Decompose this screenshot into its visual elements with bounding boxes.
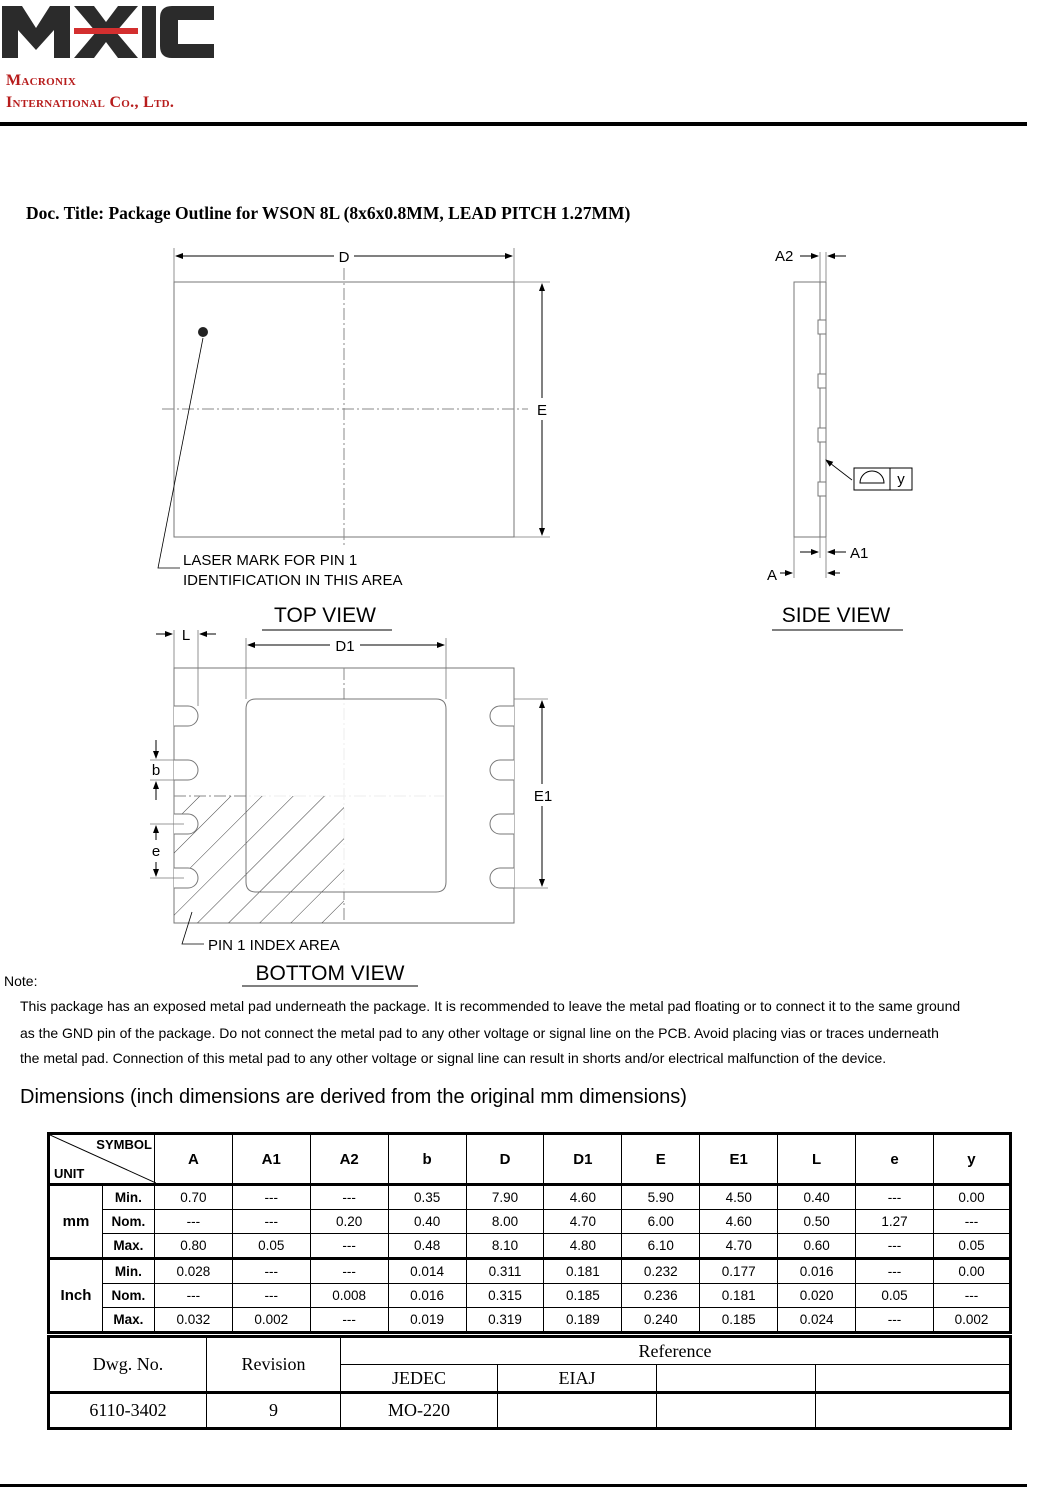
dimensions-body: [49, 1185, 1011, 1333]
bottom-view-dim-e1: E1: [533, 788, 553, 805]
row-label: Min.: [102, 1185, 154, 1210]
dimension-value-cell: 8.10: [466, 1234, 544, 1259]
company-name: [6, 70, 174, 114]
bottom-view-dim-d1: D1: [335, 638, 355, 655]
dwg-no-label: Dwg. No.: [49, 1337, 207, 1393]
table-row: [49, 1210, 1011, 1234]
unit-cell: mm: [49, 1185, 103, 1259]
dimension-value-cell: 0.40: [388, 1210, 466, 1234]
dimension-value-cell: ---: [856, 1185, 934, 1210]
dimension-value-cell: 0.019: [388, 1308, 466, 1333]
side-view-dim-a1: A1: [850, 545, 869, 562]
dimension-value-cell: 4.60: [700, 1210, 778, 1234]
dimension-value-cell: 0.008: [310, 1284, 388, 1308]
laser-mark-label-2: IDENTIFICATION IN THIS AREA: [183, 572, 403, 589]
column-header: e: [856, 1134, 934, 1185]
table-corner-cell: [49, 1134, 155, 1185]
dimension-value-cell: 6.10: [622, 1234, 700, 1259]
dimension-value-cell: 7.90: [466, 1185, 544, 1210]
revision-label: Revision: [207, 1337, 341, 1393]
row-label: Nom.: [102, 1284, 154, 1308]
dimension-value-cell: ---: [856, 1234, 934, 1259]
company-name-line2: International Co., Ltd.: [6, 94, 175, 111]
column-header: A2: [310, 1134, 388, 1185]
jedec-value: MO-220: [341, 1393, 498, 1429]
dimension-value-cell: ---: [232, 1210, 310, 1234]
column-header: A: [154, 1134, 232, 1185]
top-view-dim-d: D: [338, 249, 350, 266]
dimension-value-cell: 0.319: [466, 1308, 544, 1333]
dimension-value-cell: 4.70: [700, 1234, 778, 1259]
note-line-3: the metal pad. Connection of this metal pad to any other voltage or signal line can result in shorts and/or electrical malfunction of the device.: [20, 1050, 887, 1066]
bottom-view-dim-b: b: [151, 762, 161, 779]
table-row: [49, 1308, 1011, 1333]
dimension-value-cell: 4.50: [700, 1185, 778, 1210]
corner-symbol-label: SYMBOL: [96, 1137, 152, 1152]
table-row: [49, 1234, 1011, 1259]
reference-empty-cell: [657, 1365, 816, 1393]
dimensions-header-row: [49, 1134, 1011, 1185]
dimension-value-cell: 0.00: [933, 1259, 1010, 1284]
dimension-value-cell: 8.00: [466, 1210, 544, 1234]
note-label: Note:: [4, 973, 38, 989]
dimension-value-cell: 0.185: [700, 1308, 778, 1333]
column-header: L: [778, 1134, 856, 1185]
reference-empty-cell: [657, 1393, 816, 1429]
dimension-value-cell: 1.27: [856, 1210, 934, 1234]
dimension-value-cell: 0.05: [856, 1284, 934, 1308]
company-name-line1: Macronix: [6, 72, 77, 89]
dimension-value-cell: 0.032: [154, 1308, 232, 1333]
dimension-value-cell: 0.48: [388, 1234, 466, 1259]
dimension-value-cell: ---: [310, 1259, 388, 1284]
row-label: Max.: [102, 1234, 154, 1259]
dimension-value-cell: 4.80: [544, 1234, 622, 1259]
side-view: [767, 248, 912, 630]
dimension-value-cell: 0.181: [700, 1284, 778, 1308]
package-outline-drawing: [0, 230, 1037, 990]
dimension-value-cell: 6.00: [622, 1210, 700, 1234]
dimension-value-cell: ---: [232, 1259, 310, 1284]
dimension-value-cell: 5.90: [622, 1185, 700, 1210]
side-view-label: SIDE VIEW: [781, 604, 891, 627]
reference-label: Reference: [341, 1337, 1011, 1365]
bottom-view-dim-l: L: [181, 627, 191, 644]
dimension-value-cell: 0.315: [466, 1284, 544, 1308]
dimension-value-cell: 0.50: [778, 1210, 856, 1234]
revision-value: 9: [207, 1393, 341, 1429]
dimension-value-cell: 0.016: [778, 1259, 856, 1284]
pin1-laser-mark: [198, 327, 208, 337]
header-rule: [0, 122, 1027, 126]
dimension-value-cell: 0.232: [622, 1259, 700, 1284]
table-row: [49, 1259, 1011, 1284]
dimension-value-cell: ---: [310, 1308, 388, 1333]
mxic-logo: [2, 6, 214, 58]
note-line-2: as the GND pin of the package. Do not connect the metal pad to any other voltage or signal line on the PCB. Avoid placing vias or traces underneath: [20, 1025, 939, 1041]
column-header: b: [388, 1134, 466, 1185]
corner-unit-label: UNIT: [54, 1166, 85, 1181]
eiaj-label: EIAJ: [498, 1365, 657, 1393]
column-header: E: [622, 1134, 700, 1185]
dimension-value-cell: ---: [154, 1284, 232, 1308]
dimension-value-cell: ---: [154, 1210, 232, 1234]
dimension-value-cell: 0.70: [154, 1185, 232, 1210]
dimension-value-cell: 0.05: [232, 1234, 310, 1259]
doc-title: Doc. Title: Package Outline for WSON 8L (8x6x0.8MM, LEAD PITCH 1.27MM): [26, 203, 631, 223]
dimension-value-cell: 0.177: [700, 1259, 778, 1284]
dimension-value-cell: ---: [933, 1210, 1010, 1234]
dimensions-table: [47, 1132, 1012, 1334]
dimension-value-cell: 0.002: [232, 1308, 310, 1333]
table-row: [49, 1185, 1011, 1210]
bottom-view-label: BOTTOM VIEW: [255, 962, 405, 985]
dimension-value-cell: 0.185: [544, 1284, 622, 1308]
footer-rule: [0, 1484, 1027, 1487]
dimension-value-cell: 0.189: [544, 1308, 622, 1333]
dimension-value-cell: 0.014: [388, 1259, 466, 1284]
dimension-value-cell: 0.20: [310, 1210, 388, 1234]
dimension-value-cell: 0.05: [933, 1234, 1010, 1259]
dimension-value-cell: ---: [933, 1284, 1010, 1308]
dimension-value-cell: 0.024: [778, 1308, 856, 1333]
column-header: D1: [544, 1134, 622, 1185]
dimension-value-cell: 0.311: [466, 1259, 544, 1284]
column-header: y: [933, 1134, 1010, 1185]
row-label: Nom.: [102, 1210, 154, 1234]
side-view-dim-a2: A2: [775, 248, 794, 265]
pin1-index-label: PIN 1 INDEX AREA: [208, 937, 340, 954]
dimensions-heading: Dimensions (inch dimensions are derived from the original mm dimensions): [20, 1086, 687, 1108]
dimension-value-cell: 0.028: [154, 1259, 232, 1284]
jedec-label: JEDEC: [341, 1365, 498, 1393]
dimension-value-cell: 0.00: [933, 1185, 1010, 1210]
side-view-flatness-y: y: [897, 471, 905, 488]
column-header: D: [466, 1134, 544, 1185]
side-view-dim-a: A: [767, 567, 778, 584]
dimension-value-cell: ---: [856, 1259, 934, 1284]
dimension-value-cell: 0.181: [544, 1259, 622, 1284]
dimension-value-cell: 0.002: [933, 1308, 1010, 1333]
dimension-value-cell: 0.40: [778, 1185, 856, 1210]
reference-empty-cell: [816, 1365, 1011, 1393]
dimension-value-cell: ---: [310, 1234, 388, 1259]
reference-empty-cell: [816, 1393, 1011, 1429]
dimension-value-cell: ---: [856, 1308, 934, 1333]
dimension-value-cell: 0.236: [622, 1284, 700, 1308]
bottom-view-dim-e: e: [151, 843, 161, 860]
column-header: A1: [232, 1134, 310, 1185]
dimension-value-cell: ---: [232, 1284, 310, 1308]
dimension-value-cell: 0.35: [388, 1185, 466, 1210]
dimension-value-cell: ---: [232, 1185, 310, 1210]
top-view-label: TOP VIEW: [274, 604, 376, 627]
table-row: [49, 1284, 1011, 1308]
dwg-no-value: 6110-3402: [49, 1393, 207, 1429]
column-header: E1: [700, 1134, 778, 1185]
bottom-view: [150, 627, 552, 986]
row-label: Min.: [102, 1259, 154, 1284]
dimension-value-cell: ---: [310, 1185, 388, 1210]
dimension-value-cell: 0.60: [778, 1234, 856, 1259]
dimension-value-cell: 4.60: [544, 1185, 622, 1210]
row-label: Max.: [102, 1308, 154, 1333]
dimension-value-cell: 0.240: [622, 1308, 700, 1333]
laser-mark-label-1: LASER MARK FOR PIN 1: [183, 552, 358, 569]
eiaj-value: [498, 1393, 657, 1429]
unit-cell: Inch: [49, 1259, 103, 1333]
dimension-value-cell: 4.70: [544, 1210, 622, 1234]
top-view: [158, 248, 550, 630]
top-view-dim-e: E: [536, 402, 548, 419]
dimension-value-cell: 0.80: [154, 1234, 232, 1259]
dimension-value-cell: 0.020: [778, 1284, 856, 1308]
reference-table: [47, 1335, 1012, 1430]
note-line-1: This package has an exposed metal pad underneath the package. It is recommended to leave the metal pad floating or to connect it to the same ground: [20, 998, 961, 1014]
dimension-value-cell: 0.016: [388, 1284, 466, 1308]
